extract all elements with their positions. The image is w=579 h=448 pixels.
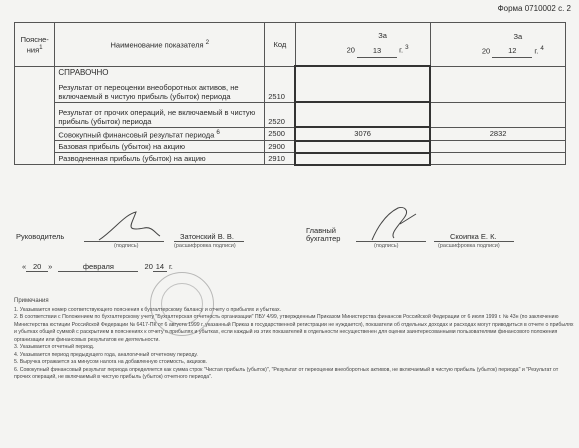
- accountant-signature: [364, 204, 424, 244]
- head-sub-signature: (подпись): [114, 243, 139, 249]
- row-label: Базовая прибыль (убыток) на акцию: [55, 141, 265, 153]
- row-value-previous: [430, 141, 565, 153]
- notes-title: Примечания: [14, 298, 49, 304]
- row-value-current: [295, 66, 430, 102]
- date-year-suffix: г.: [168, 262, 173, 271]
- row-value-previous: 2832: [430, 127, 565, 141]
- head-sub-decoding: (расшифровка подписи): [174, 243, 236, 249]
- accountant-sub-signature: (подпись): [374, 243, 399, 249]
- row-value-current: [295, 102, 430, 127]
- reference-title: СПРАВОЧНО: [58, 67, 109, 77]
- table-row: [15, 102, 566, 127]
- table-row: [15, 141, 566, 153]
- accountant-sub-decoding: (расшифровка подписи): [438, 243, 500, 249]
- row-label: Результат от прочих операций, не включаемый в чистую прибыль (убыток) периода: [55, 102, 265, 127]
- row-value-previous: [430, 153, 565, 165]
- accountant-label-2: бухгалтер: [306, 234, 341, 243]
- table-row: [15, 66, 566, 102]
- row-code: 2500: [265, 127, 295, 141]
- row-value-current: 3076: [295, 127, 430, 141]
- table-row: [15, 127, 566, 141]
- row-value-previous: [430, 102, 565, 127]
- header-explanations: Поясне-ния$^1$: [15, 23, 55, 67]
- table-row: [15, 153, 566, 165]
- note-item: 6. Совокупный финансовый результат периода определяется как сумма строк "Чистая прибыль (убыток)", "Результат от переоценки внеоборотных активов, не включаемый в чистую прибыль (убыток) периода" и "Результат от прочих операций, не включаемый в чистую прибыль (убыток) отчетного периода".: [14, 366, 559, 380]
- note-item: 1. Указывается номер соответствующего пояснения к бухгалтерскому балансу и отчету о прибылях и убытках.: [14, 306, 282, 313]
- note-item: 2. В соответствии с Положением по бухгалтерскому учету "Бухгалтерская отчетность организации" ПБУ 4/99, утвержденным Приказом Министерства финансов Российской Федерации от 6 июля 1999 г. № 43н (по заключению Министерства юстиции Российской Федерации № 6417-ПК от 6 августа 1999 г. указанный Приказ в государственной регистрации не нуждается), показатели об отдельных доходах и расходах могут приводиться в отчете о прибылях и убытках общей суммой с раскрытием в пояснениях к отчету о прибылях и убытках, если каждый из этих показателей в отдельности несущественен для оценки заинтересованными пользователями финансового положения организации или финансовых результатов ее деятельности.: [14, 314, 574, 343]
- date-year: 14: [153, 262, 167, 272]
- header-indicator: Наименование показателя $^2$: [55, 23, 265, 67]
- row-code: 2910: [265, 153, 295, 165]
- row-code: 2900: [265, 141, 295, 153]
- header-period-previous: За 20 12 г. $^4$: [430, 23, 565, 67]
- notes-section: [14, 298, 574, 382]
- head-signature: [94, 210, 164, 244]
- date-line: « 20 » февраля 20 14 г.: [22, 262, 173, 271]
- head-name-line: [174, 241, 244, 242]
- date-day: 20: [26, 262, 48, 272]
- note-item: 3. Указывается отчетный период.: [14, 344, 95, 350]
- accountant-name: Скоипка Е. К.: [450, 232, 497, 241]
- row-value-current: [295, 141, 430, 153]
- row-label: Результат от переоценки внеоборотных активов, не включаемый в чистую прибыль (убыток) периода: [58, 82, 239, 101]
- report-table: [14, 22, 566, 166]
- row-label: Разводненная прибыль (убыток) на акцию: [55, 153, 265, 165]
- table-header-row: [15, 23, 566, 67]
- accountant-label-1: Главный: [306, 226, 336, 235]
- row-code: 2520: [265, 102, 295, 127]
- head-name: Затонский В. В.: [180, 232, 234, 241]
- row-code: 2510: [265, 66, 295, 102]
- row-value-previous: [430, 66, 565, 102]
- row-value-current: [295, 153, 430, 165]
- form-code: Форма 0710002 с. 2: [497, 4, 571, 13]
- note-item: 5. Выручка отражается за минусом налога на добавленную стоимость, акцизов.: [14, 359, 208, 365]
- date-month: февраля: [58, 262, 138, 272]
- date-year-prefix: 20: [144, 262, 153, 271]
- header-code: Код: [265, 23, 295, 67]
- head-label: Руководитель: [16, 232, 65, 241]
- row-label: Совокупный финансовый результат периода $^6$: [55, 127, 265, 141]
- header-period-current: За 20 13 г. $^3$: [295, 23, 430, 67]
- accountant-name-line: [434, 241, 514, 242]
- note-item: 4. Указывается период предыдущего года, аналогичный отчетному периоду.: [14, 351, 198, 358]
